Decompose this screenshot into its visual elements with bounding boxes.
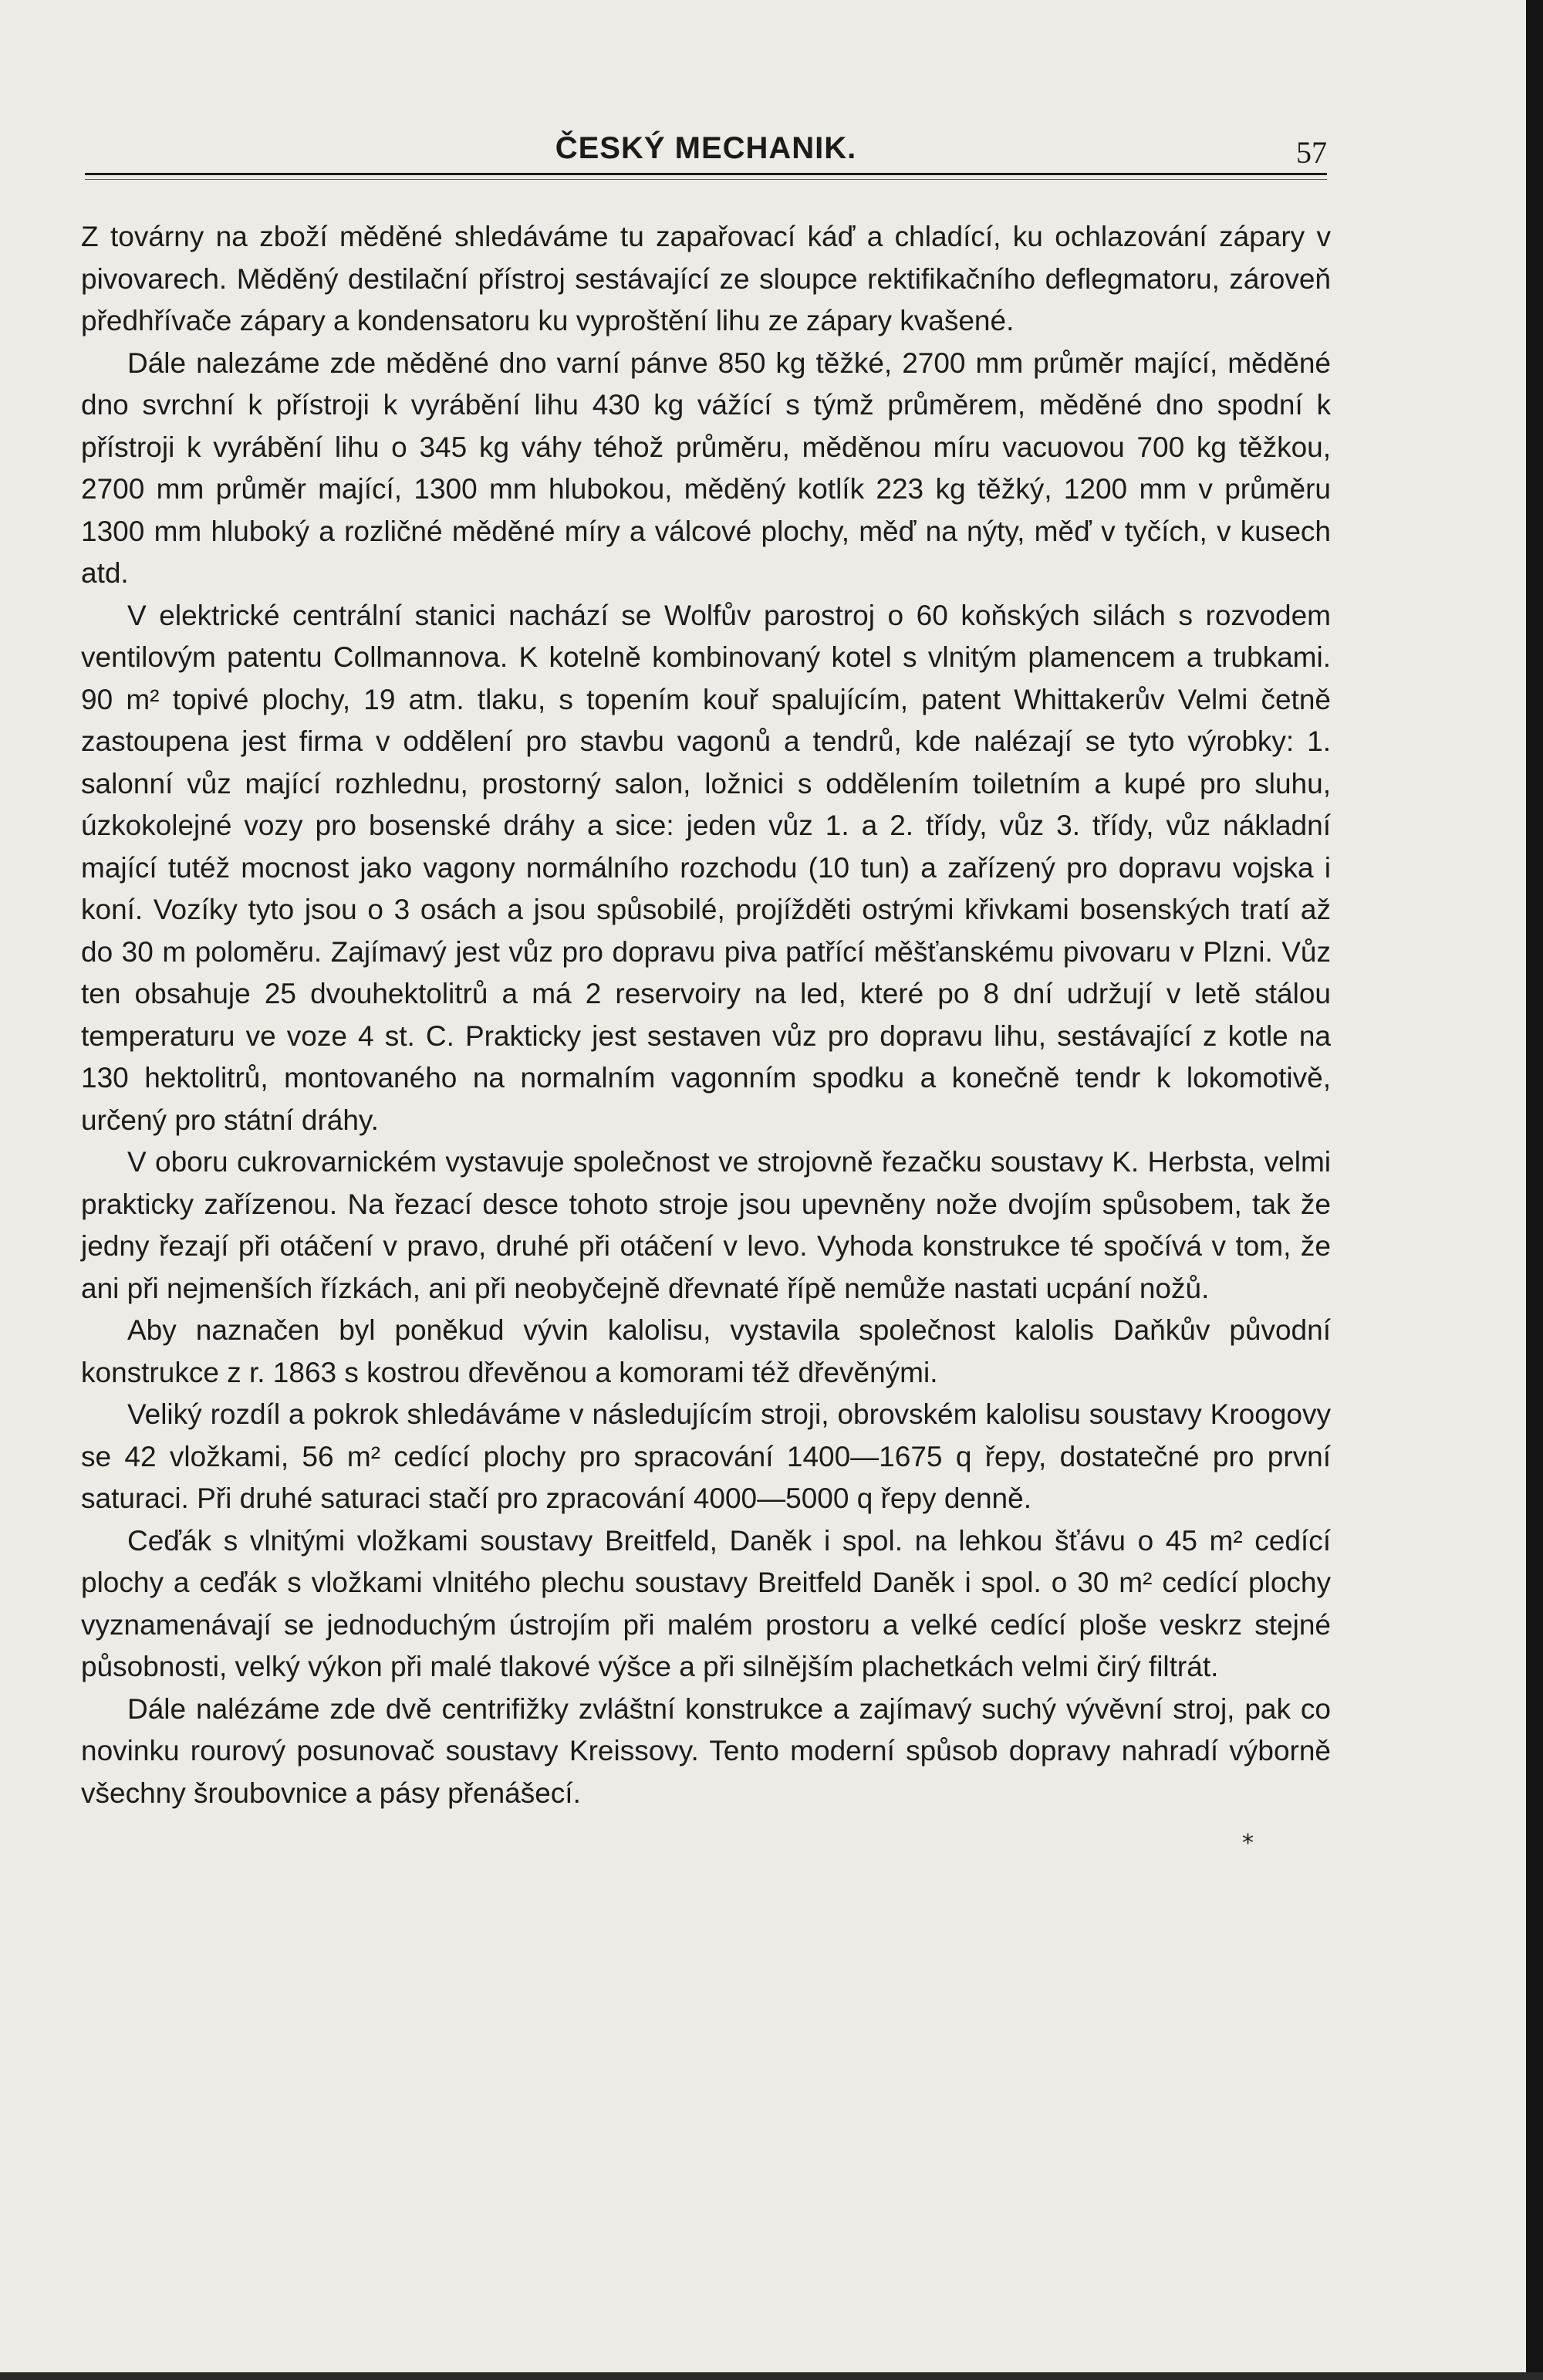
paragraph-5: Aby naznačen byl poněkud vývin kalolisu, vystavila společnost kalolis Daňkův původní konstrukce z r. 1863 s kostrou dřevěnou a komorami též dřevěnými. — [81, 1314, 1331, 1388]
paragraph-2: Dále nalezáme zde měděné dno varní pánve 850 kg těžké, 2700 mm průměr mající, měděné dno svrchní k přístroji k vyrábění lihu 430 kg vážící s týmž průměrem, měděné dno spodní k přístroji k vyrábění lihu o 345 kg váhy téhož průměru, měděnou míru vacuovou 700 kg těžkou, 2700 mm průměr mající, 1300 mm hlubokou, měděný kotlík 223 kg těžký, 1200 mm v průměru 1300 mm hluboký a rozličné měděné míry a válcové plochy, měď na nýty, měď v tyčích, v kusech atd. — [81, 347, 1331, 589]
header-rule-thin — [85, 179, 1327, 180]
paragraph-1: Z továrny na zboží měděné shledáváme tu zapařovací káď a chladící, ku ochlazování zápary v pivovarech. Měděný destilační přístroj sestávající ze sloupce rektifikačního deflegmatoru, zároveň předhřívače zápary a kondensatoru ku vyproštění lihu ze zápary kvašené. — [81, 221, 1331, 336]
paragraph-3: V elektrické centrální stanici nachází se Wolfův parostroj o 60 koňských silách s rozvodem ventilovým patentu Collmannova. K kotelně kombinovaný kotel s vlnitým plamencem a trubkami. 90 m² topivé plochy, 19 atm. tlaku, s topením kouř spalujícím, patent Whittakerův Velmi četně zastoupena jest firma v oddělení pro stavbu vagonů a tendrů, kde nalézají se tyto výrobky: 1. salonní vůz mající rozhlednu, prostorný salon, ložnici s oddělením toiletním a kupé pro sluhu, úzkokolejné vozy pro bosenské dráhy a sice: jeden vůz 1. a 2. třídy, vůz 3. třídy, vůz nákladní mající tutéž mocnost jako vagony normálního rozchodu (10 tun) a zařízený pro dopravu vojska i koní. Vozíky tyto jsou o 3 osách a jsou spůsobilé, projížděti ostrými křivkami bosenských tratí až do 30 m poloměru. Zajímavý jest vůz pro dopravu piva patřící měšťanskému pivovaru v Plzni. Vůz ten obsahuje 25 dvouhektolitrů a má 2 reservoiry na led, které po 8 dní udržují v letě stálou temperaturu ve voze 4 st. C. Prakticky jest sestaven vůz pro dopravu lihu, sestávající z kotle na 130 hektolitrů, montovaného na normalním vagonním spodku a konečně tendr k lokomotivě, určený pro státní dráhy. — [81, 599, 1331, 1136]
paragraph-4: V oboru cukrovarnickém vystavuje společnost ve strojovně řezačku soustavy K. Herbsta, velmi prakticky zařízenou. Na řezací desce tohoto stroje jsou upevněny nože dvojím spůsobem, tak že jedny řezají při otáčení v pravo, druhé při otáčení v levo. Vyhoda konstrukce té spočívá v tom, že ani při nejmenších řízkách, ani při neobyčejně dřevnaté řípě nemůže nastati ucpání nožů. — [81, 1146, 1331, 1304]
scan-edge-right — [1526, 0, 1543, 2380]
footer-asterisk: * — [1242, 1830, 1254, 1857]
paragraph-8: Dále nalézáme zde dvě centrifižky zvláštní konstrukce a zajímavý suchý vývěvní stroj, pak co novinku rourový posunovač soustavy Kreissovy. Tento moderní spůsob dopravy nahradí výborně všechny šroubovnice a pásy přenášecí. — [81, 1692, 1331, 1809]
page-header — [85, 131, 1327, 193]
scan-edge-bottom — [0, 2372, 1543, 2380]
running-title: ČESKÝ MECHANIK. — [555, 131, 857, 165]
paragraph-6: Veliký rozdíl a pokrok shledáváme v následujícím stroji, obrovském kalolisu soustavy Kroogovy se 42 vložkami, 56 m² cedící plochy pro spracování 1400—1675 q řepy, dostatečné pro první saturaci. Při druhé saturaci stačí pro zpracování 4000—5000 q řepy denně. — [81, 1398, 1331, 1514]
paragraph-7: Ceďák s vlnitými vložkami soustavy Breitfeld, Daněk i spol. na lehkou šťávu o 45 m² cedící plochy a ceďák s vložkami vlnitého plechu soustavy Breitfeld Daněk i spol. o 30 m² cedící plochy vyznamenávají se jednoduchým ústrojím při malém prostoru a velké cedící ploše veskrz stejné působnosti, velký výkon při malé tlakové výšce a při silnějším plachetkách velmi čirý filtrát. — [81, 1524, 1331, 1682]
page-number: 57 — [1296, 135, 1327, 170]
body-text — [81, 216, 1331, 1814]
header-rule — [85, 173, 1327, 175]
